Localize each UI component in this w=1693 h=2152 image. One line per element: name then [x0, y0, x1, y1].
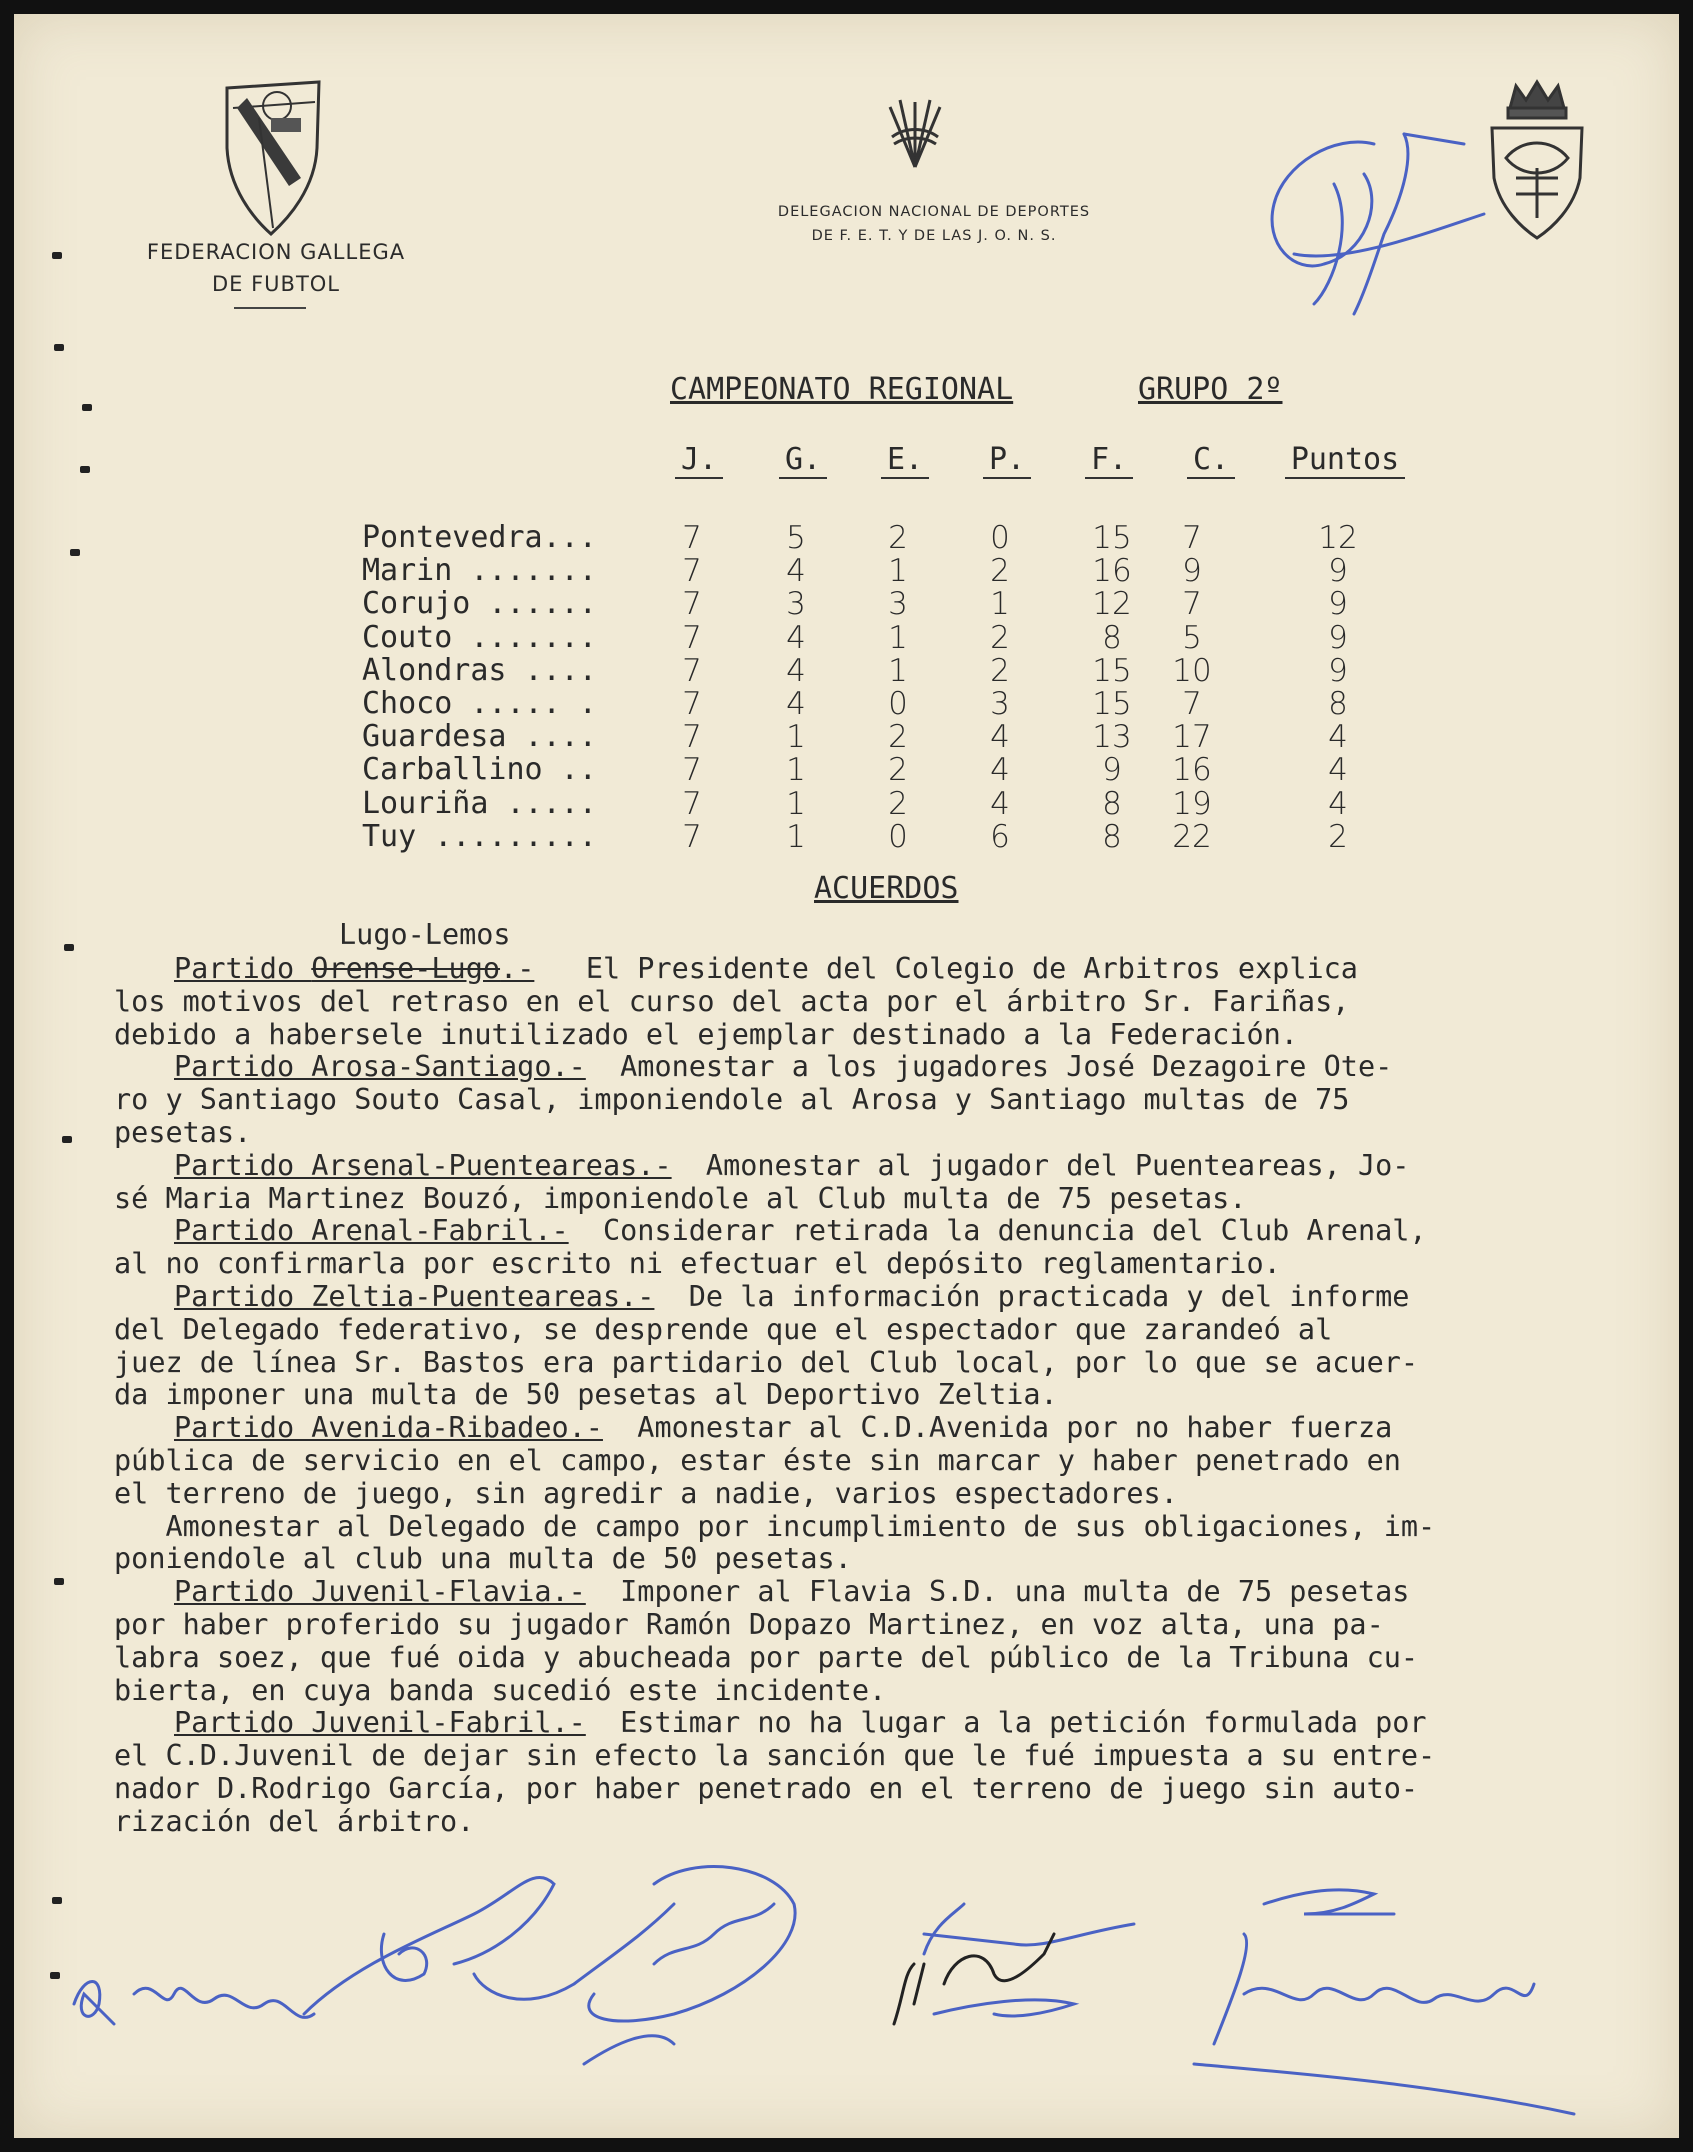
- acuerdo-text: Estimar no ha lugar a la petición formulada por: [585, 1706, 1427, 1740]
- match-heading: Partido Arenal-Fabril.-: [174, 1214, 569, 1248]
- acuerdo-text: Amonestar al Delegado de campo por incumplimiento de sus obligaciones, im-: [114, 1509, 1436, 1543]
- stat-cell: 12: [1092, 586, 1132, 623]
- acuerdo-text: labra soez, que fué oida y abucheada por parte del público de la Tribuna cu-: [114, 1640, 1419, 1674]
- acuerdo-text: al no confirmarla por escrito ni efectuar el depósito reglamentario.: [114, 1247, 1281, 1281]
- stat-cell: 22: [1172, 818, 1212, 855]
- column-header: J.: [654, 442, 744, 479]
- stat-cell: 2: [888, 719, 908, 756]
- stat-cell: 2: [888, 785, 908, 822]
- acuerdo-text: rización del árbitro.: [114, 1804, 475, 1838]
- acuerdo-first-line: [114, 1051, 1674, 1084]
- column-header: C.: [1166, 442, 1256, 479]
- acuerdo-line: [114, 1543, 1674, 1576]
- stat-cell: 1: [990, 586, 1010, 623]
- punch-mark: [70, 549, 80, 556]
- stat-cell: 2: [888, 520, 908, 556]
- stat-cell: 7: [1182, 686, 1202, 722]
- acuerdo-first-line: [114, 1215, 1674, 1248]
- stat-cell: 8: [1102, 619, 1122, 656]
- acuerdo-text: el terreno de juego, sin agredir a nadie, varios espectadores.: [114, 1476, 1178, 1510]
- acuerdo-text: del Delegado federativo, se desprende que el espectador que zarandeó al: [114, 1312, 1333, 1346]
- stat-cell: 17: [1172, 719, 1212, 756]
- stat-cell: 16: [1092, 553, 1132, 590]
- acuerdo-line: [114, 986, 1674, 1019]
- acuerdo-line: [114, 1117, 1674, 1150]
- stat-cell: 7: [682, 719, 702, 756]
- stat-cell: 2: [1328, 818, 1348, 855]
- team-name: Marin .......: [362, 553, 597, 589]
- stat-cell: 4: [786, 686, 806, 722]
- delegation-line2: DE F. E. T. Y DE LAS J. O. N. S.: [811, 228, 1057, 244]
- punch-mark: [54, 344, 64, 351]
- stat-cell: 0: [888, 686, 908, 722]
- stat-cell: 7: [682, 686, 702, 722]
- stat-cell: 8: [1102, 785, 1122, 822]
- punch-mark: [52, 1897, 62, 1904]
- acuerdos-body: [114, 919, 1674, 1839]
- stat-cell: 9: [1328, 586, 1348, 623]
- acuerdo-first-line: [114, 1281, 1674, 1314]
- acuerdo-text: Amonestar al jugador del Puenteareas, Jo-: [671, 1148, 1410, 1182]
- acuerdo-text: pública de servicio en el campo, estar éste sin marcar y haber penetrado en: [114, 1443, 1401, 1477]
- acuerdo-line: [114, 1084, 1674, 1117]
- acuerdo-line: [114, 1478, 1674, 1511]
- stat-cell: 9: [1328, 553, 1348, 590]
- stat-cell: 7: [682, 818, 702, 855]
- acuerdo-text: da imponer una multa de 50 pesetas al Deportivo Zeltia.: [114, 1378, 1058, 1412]
- punch-mark: [62, 1136, 72, 1143]
- bottom-signatures-icon: [54, 1844, 1614, 2134]
- punch-mark: [82, 404, 92, 411]
- stat-cell: 4: [1328, 785, 1348, 822]
- stat-cell: 1: [888, 619, 908, 656]
- acuerdo-first-line: [114, 1412, 1674, 1445]
- championship-title: CAMPEONATO REGIONAL: [670, 372, 1014, 407]
- stat-cell: 2: [990, 619, 1010, 656]
- acuerdo-line: [114, 1675, 1674, 1708]
- acuerdo-line: [114, 1740, 1674, 1773]
- acuerdo-line: [114, 1379, 1674, 1412]
- stat-cell: 7: [682, 619, 702, 656]
- stat-cell: 4: [990, 752, 1010, 789]
- stat-cell: 16: [1172, 752, 1212, 789]
- punch-mark: [50, 1972, 60, 1979]
- column-header: E.: [860, 442, 950, 479]
- stat-cell: 7: [682, 652, 702, 689]
- acuerdo-line: [114, 1609, 1674, 1642]
- stat-cell: 8: [1328, 686, 1348, 722]
- stat-cell: 7: [682, 553, 702, 590]
- stat-cell: 7: [1182, 586, 1202, 623]
- stat-cell: 0: [888, 818, 908, 855]
- acuerdo-line: [114, 1773, 1674, 1806]
- stat-cell: 7: [682, 586, 702, 623]
- team-name: Tuy .........: [362, 818, 597, 854]
- stat-cell: 15: [1092, 686, 1132, 722]
- stat-cell: 4: [1328, 719, 1348, 756]
- struck-match-name: Orense-Lugo: [311, 952, 501, 985]
- stat-cell: 4: [786, 553, 806, 590]
- team-name: Carballino ..: [362, 752, 597, 788]
- acuerdo-text: ro y Santiago Souto Casal, imponiendole al Arosa y Santiago multas de 75: [114, 1083, 1350, 1117]
- stat-cell: 4: [786, 619, 806, 656]
- acuerdo-text: nador D.Rodrigo García, por haber penetrado en el terreno de juego sin auto-: [114, 1771, 1419, 1805]
- stat-cell: 9: [1328, 652, 1348, 689]
- handwritten-correction: Lugo-Lemos: [339, 918, 511, 951]
- acuerdo-text: Imponer al Flavia S.D. una multa de 75 pesetas: [585, 1575, 1410, 1609]
- stat-cell: 8: [1102, 818, 1122, 855]
- acuerdo-text: los motivos del retraso en el curso del acta por el árbitro Sr. Fariñas,: [114, 984, 1350, 1018]
- stat-cell: 7: [682, 520, 702, 556]
- federation-name-line1: FEDERACION GALLEGA: [146, 240, 406, 264]
- acuerdo-line: [114, 1314, 1674, 1347]
- stat-cell: 10: [1172, 652, 1212, 689]
- stat-cell: 2: [990, 652, 1010, 689]
- match-heading: Partido Arosa-Santiago.-: [174, 1050, 586, 1084]
- stat-cell: 7: [682, 752, 702, 789]
- acuerdo-text: El Presidente del Colegio de Arbitros explica: [534, 952, 1358, 985]
- column-header: P.: [962, 442, 1052, 479]
- acuerdo-text: juez de línea Sr. Bastos era partidario del Club local, por lo que se acuer-: [114, 1345, 1419, 1379]
- stat-cell: 3: [990, 686, 1010, 722]
- stat-cell: 4: [990, 785, 1010, 822]
- stat-cell: 2: [888, 752, 908, 789]
- acuerdo-first-line: [114, 1576, 1674, 1609]
- team-name: Guardesa ....: [362, 719, 597, 755]
- yoke-and-arrows-emblem-icon: [880, 92, 950, 172]
- match-heading: Partido Arsenal-Puenteareas.-: [174, 1148, 672, 1182]
- top-signature-icon: [1254, 114, 1514, 324]
- acuerdo-line: [114, 1806, 1674, 1839]
- punch-mark: [54, 1578, 64, 1585]
- stat-cell: 1: [786, 752, 806, 789]
- stat-cell: 9: [1102, 752, 1122, 789]
- stat-cell: 7: [682, 785, 702, 822]
- stat-cell: 4: [1328, 752, 1348, 789]
- team-name: Louriña .....: [362, 785, 597, 821]
- punch-mark: [64, 944, 74, 951]
- federation-name: [126, 236, 426, 300]
- stat-cell: 1: [888, 553, 908, 590]
- stat-cell: 9: [1328, 619, 1348, 656]
- delegation-name: [714, 200, 1154, 248]
- stat-cell: 4: [990, 719, 1010, 756]
- match-heading: Partido Orense-Lugo.-: [174, 952, 535, 985]
- acuerdos-heading: ACUERDOS: [814, 871, 959, 906]
- stat-cell: 2: [990, 553, 1010, 590]
- acuerdo-first-line: [114, 953, 1674, 986]
- stat-cell: 12: [1318, 520, 1358, 556]
- federation-name-line2: DE FUBTOL: [211, 272, 341, 296]
- stat-cell: 19: [1172, 785, 1212, 822]
- acuerdo-line: [114, 1347, 1674, 1380]
- stat-cell: 3: [888, 586, 908, 623]
- stat-cell: 3: [786, 586, 806, 623]
- stat-cell: 1: [786, 785, 806, 822]
- stat-cell: 5: [786, 520, 806, 556]
- group-title: GRUPO 2º: [1138, 372, 1283, 407]
- acuerdos-items: [114, 953, 1674, 1839]
- acuerdo-text: Amonestar a los jugadores José Dezagoire Ote-: [585, 1050, 1393, 1084]
- column-header: G.: [758, 442, 848, 479]
- stat-cell: 0: [990, 520, 1010, 556]
- acuerdo-first-line: [114, 1150, 1674, 1183]
- acuerdo-line: [114, 1445, 1674, 1478]
- column-header: F.: [1064, 442, 1154, 479]
- stat-cell: 1: [888, 652, 908, 689]
- acuerdo-text: sé Maria Martinez Bouzó, imponiendole al Club multa de 75 pesetas.: [114, 1181, 1247, 1215]
- acuerdo-line: [114, 1183, 1674, 1216]
- acuerdo-text: por haber proferido su jugador Ramón Dopazo Martinez, en voz alta, una pa-: [114, 1607, 1384, 1641]
- acuerdo-line: [114, 1642, 1674, 1675]
- acuerdo-text: Amonestar al C.D.Avenida por no haber fuerza: [602, 1411, 1393, 1445]
- punch-mark: [52, 252, 62, 259]
- team-name: Pontevedra...: [362, 520, 597, 555]
- acuerdo-text: el C.D.Juvenil de dejar sin efecto la sanción que le fué impuesta a su entre-: [114, 1739, 1436, 1773]
- stat-cell: 7: [1182, 520, 1202, 556]
- punch-mark: [80, 466, 90, 473]
- match-heading: Partido Juvenil-Flavia.-: [174, 1575, 586, 1609]
- acuerdo-text: pesetas.: [114, 1115, 252, 1149]
- team-name: Couto .......: [362, 619, 597, 655]
- team-name: Choco ..... .: [362, 686, 597, 721]
- acuerdo-text: poniendole al club una multa de 50 pesetas.: [114, 1542, 852, 1576]
- acuerdo-text: Considerar retirada la denuncia del Club Arenal,: [568, 1214, 1427, 1248]
- team-name: Alondras ....: [362, 652, 597, 688]
- team-name: Corujo ......: [362, 586, 597, 622]
- acuerdo-line: [114, 1019, 1674, 1052]
- acuerdo-text: bierta, en cuya banda sucedió este incidente.: [114, 1673, 887, 1707]
- stat-cell: 1: [786, 719, 806, 756]
- acuerdo-text: De la información practicada y del informe: [654, 1279, 1410, 1313]
- stat-cell: 15: [1092, 520, 1132, 556]
- column-header: Puntos: [1270, 442, 1420, 479]
- federation-shield-logo-icon: [219, 78, 329, 238]
- stat-cell: 5: [1182, 619, 1202, 656]
- acuerdo-line: [114, 1248, 1674, 1281]
- match-heading: Partido Avenida-Ribadeo.-: [174, 1411, 603, 1445]
- match-heading: Partido Zeltia-Puenteareas.-: [174, 1279, 655, 1313]
- acuerdo-text: debido a habersele inutilizado el ejemplar destinado a la Federación.: [114, 1017, 1298, 1051]
- stat-cell: 13: [1092, 719, 1132, 756]
- federation-underline: [234, 307, 306, 309]
- match-heading: Partido Juvenil-Fabril.-: [174, 1706, 586, 1740]
- stat-cell: 4: [786, 652, 806, 689]
- stat-cell: 1: [786, 818, 806, 855]
- acuerdo-first-line: [114, 1707, 1674, 1740]
- stat-cell: 15: [1092, 652, 1132, 689]
- stat-cell: 6: [990, 818, 1010, 855]
- document-page: [14, 14, 1679, 2138]
- acuerdo-line: [114, 1511, 1674, 1544]
- stat-cell: 9: [1182, 553, 1202, 590]
- delegation-line1: DELEGACION NACIONAL DE DEPORTES: [777, 204, 1091, 220]
